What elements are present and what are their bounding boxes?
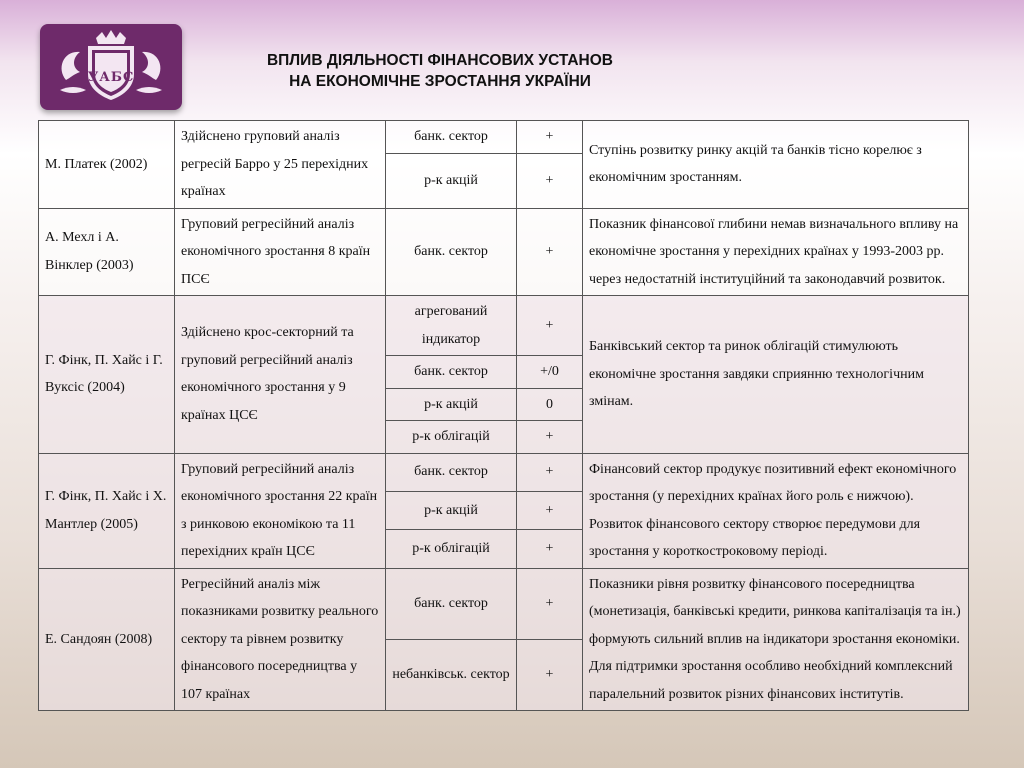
result-cell: Фінансовий сектор продукує позитивний ефект економічного зростання (у перехідних країнах його роль є нижчою). Розвиток фінансового сектору створює передумови для зростання у короткостроковому періоді. — [583, 453, 969, 568]
title-line-1: ВПЛИВ ДІЯЛЬНОСТІ ФІНАНСОВИХ УСТАНОВ — [266, 52, 614, 69]
sign-cell: + — [517, 153, 583, 208]
result-cell: Показник фінансової глибини немав визначального впливу на економічне зростання у перехідних країнах у 1993-2003 рр. через недостатній інституційний та законодавчий розвиток. — [583, 208, 969, 296]
table-row — [39, 453, 969, 491]
title-line-2: НА ЕКОНОМІЧНЕ ЗРОСТАННЯ УКРАЇНИ — [289, 73, 591, 90]
method-cell: Здійснено груповий аналіз регресій Барро у 25 перехідних країнах — [175, 121, 386, 209]
sector-cell: банк. сектор — [386, 453, 517, 491]
result-cell: Банківський сектор та ринок облігацій стимулюють економічне зростання завдяки сприянню технологічним змінам. — [583, 296, 969, 454]
sign-cell: 0 — [517, 388, 583, 421]
sector-cell: р-к акцій — [386, 491, 517, 529]
sector-cell: банк. сектор — [386, 356, 517, 389]
author-cell: Е. Сандоян (2008) — [39, 568, 175, 711]
logo-text: УАБС — [87, 70, 135, 85]
page-title — [190, 50, 690, 92]
table-row — [39, 121, 969, 154]
sector-cell: р-к акцій — [386, 388, 517, 421]
sector-cell: банк. сектор — [386, 568, 517, 639]
research-table — [38, 120, 969, 711]
logo — [40, 24, 182, 110]
sector-cell: банк. сектор — [386, 208, 517, 296]
author-cell: Г. Фінк, П. Хайс і Г. Вуксіс (2004) — [39, 296, 175, 454]
method-cell: Здійснено крос-секторний та груповий регресійний аналіз економічного зростання у 9 країнах ЦСЄ — [175, 296, 386, 454]
sign-cell: +/0 — [517, 356, 583, 389]
table-row — [39, 296, 969, 356]
sign-cell: + — [517, 421, 583, 454]
sign-cell: + — [517, 453, 583, 491]
sign-cell: + — [517, 121, 583, 154]
sign-cell: + — [517, 208, 583, 296]
table-row — [39, 208, 969, 296]
author-cell: М. Платек (2002) — [39, 121, 175, 209]
sector-cell: банк. сектор — [386, 121, 517, 154]
method-cell: Регресійний аналіз між показниками розвитку реального сектору та рівнем розвитку фінансового посередництва у 107 країнах — [175, 568, 386, 711]
result-cell: Ступінь розвитку ринку акцій та банків тісно корелює з економічним зростанням. — [583, 121, 969, 209]
sign-cell: + — [517, 296, 583, 356]
sector-cell: р-к облігацій — [386, 530, 517, 568]
method-cell: Груповий регресійний аналіз економічного зростання 22 країн з ринковою економікою та 11 перехідних країн ЦСЄ — [175, 453, 386, 568]
sector-cell: р-к акцій — [386, 153, 517, 208]
table-row — [39, 568, 969, 639]
crest-logo-icon — [46, 28, 176, 106]
sign-cell: + — [517, 639, 583, 710]
sector-cell: р-к облігацій — [386, 421, 517, 454]
sign-cell: + — [517, 491, 583, 529]
author-cell: А. Мехл і А. Вінклер (2003) — [39, 208, 175, 296]
sign-cell: + — [517, 530, 583, 568]
sector-cell: агрегований індикатор — [386, 296, 517, 356]
method-cell: Груповий регресійний аналіз економічного зростання 8 країн ПСЄ — [175, 208, 386, 296]
sign-cell: + — [517, 568, 583, 639]
result-cell: Показники рівня розвитку фінансового посередництва (монетизація, банківські кредити, ринкова капіталізація та ін.) формують сильний вплив на індикатори зростання економіки. Для підтримки зростання особливо необхідний комплексний паралельний розвиток різних фінансових інститутів. — [583, 568, 969, 711]
sector-cell: небанківськ. сектор — [386, 639, 517, 710]
author-cell: Г. Фінк, П. Хайс і Х. Мантлер (2005) — [39, 453, 175, 568]
